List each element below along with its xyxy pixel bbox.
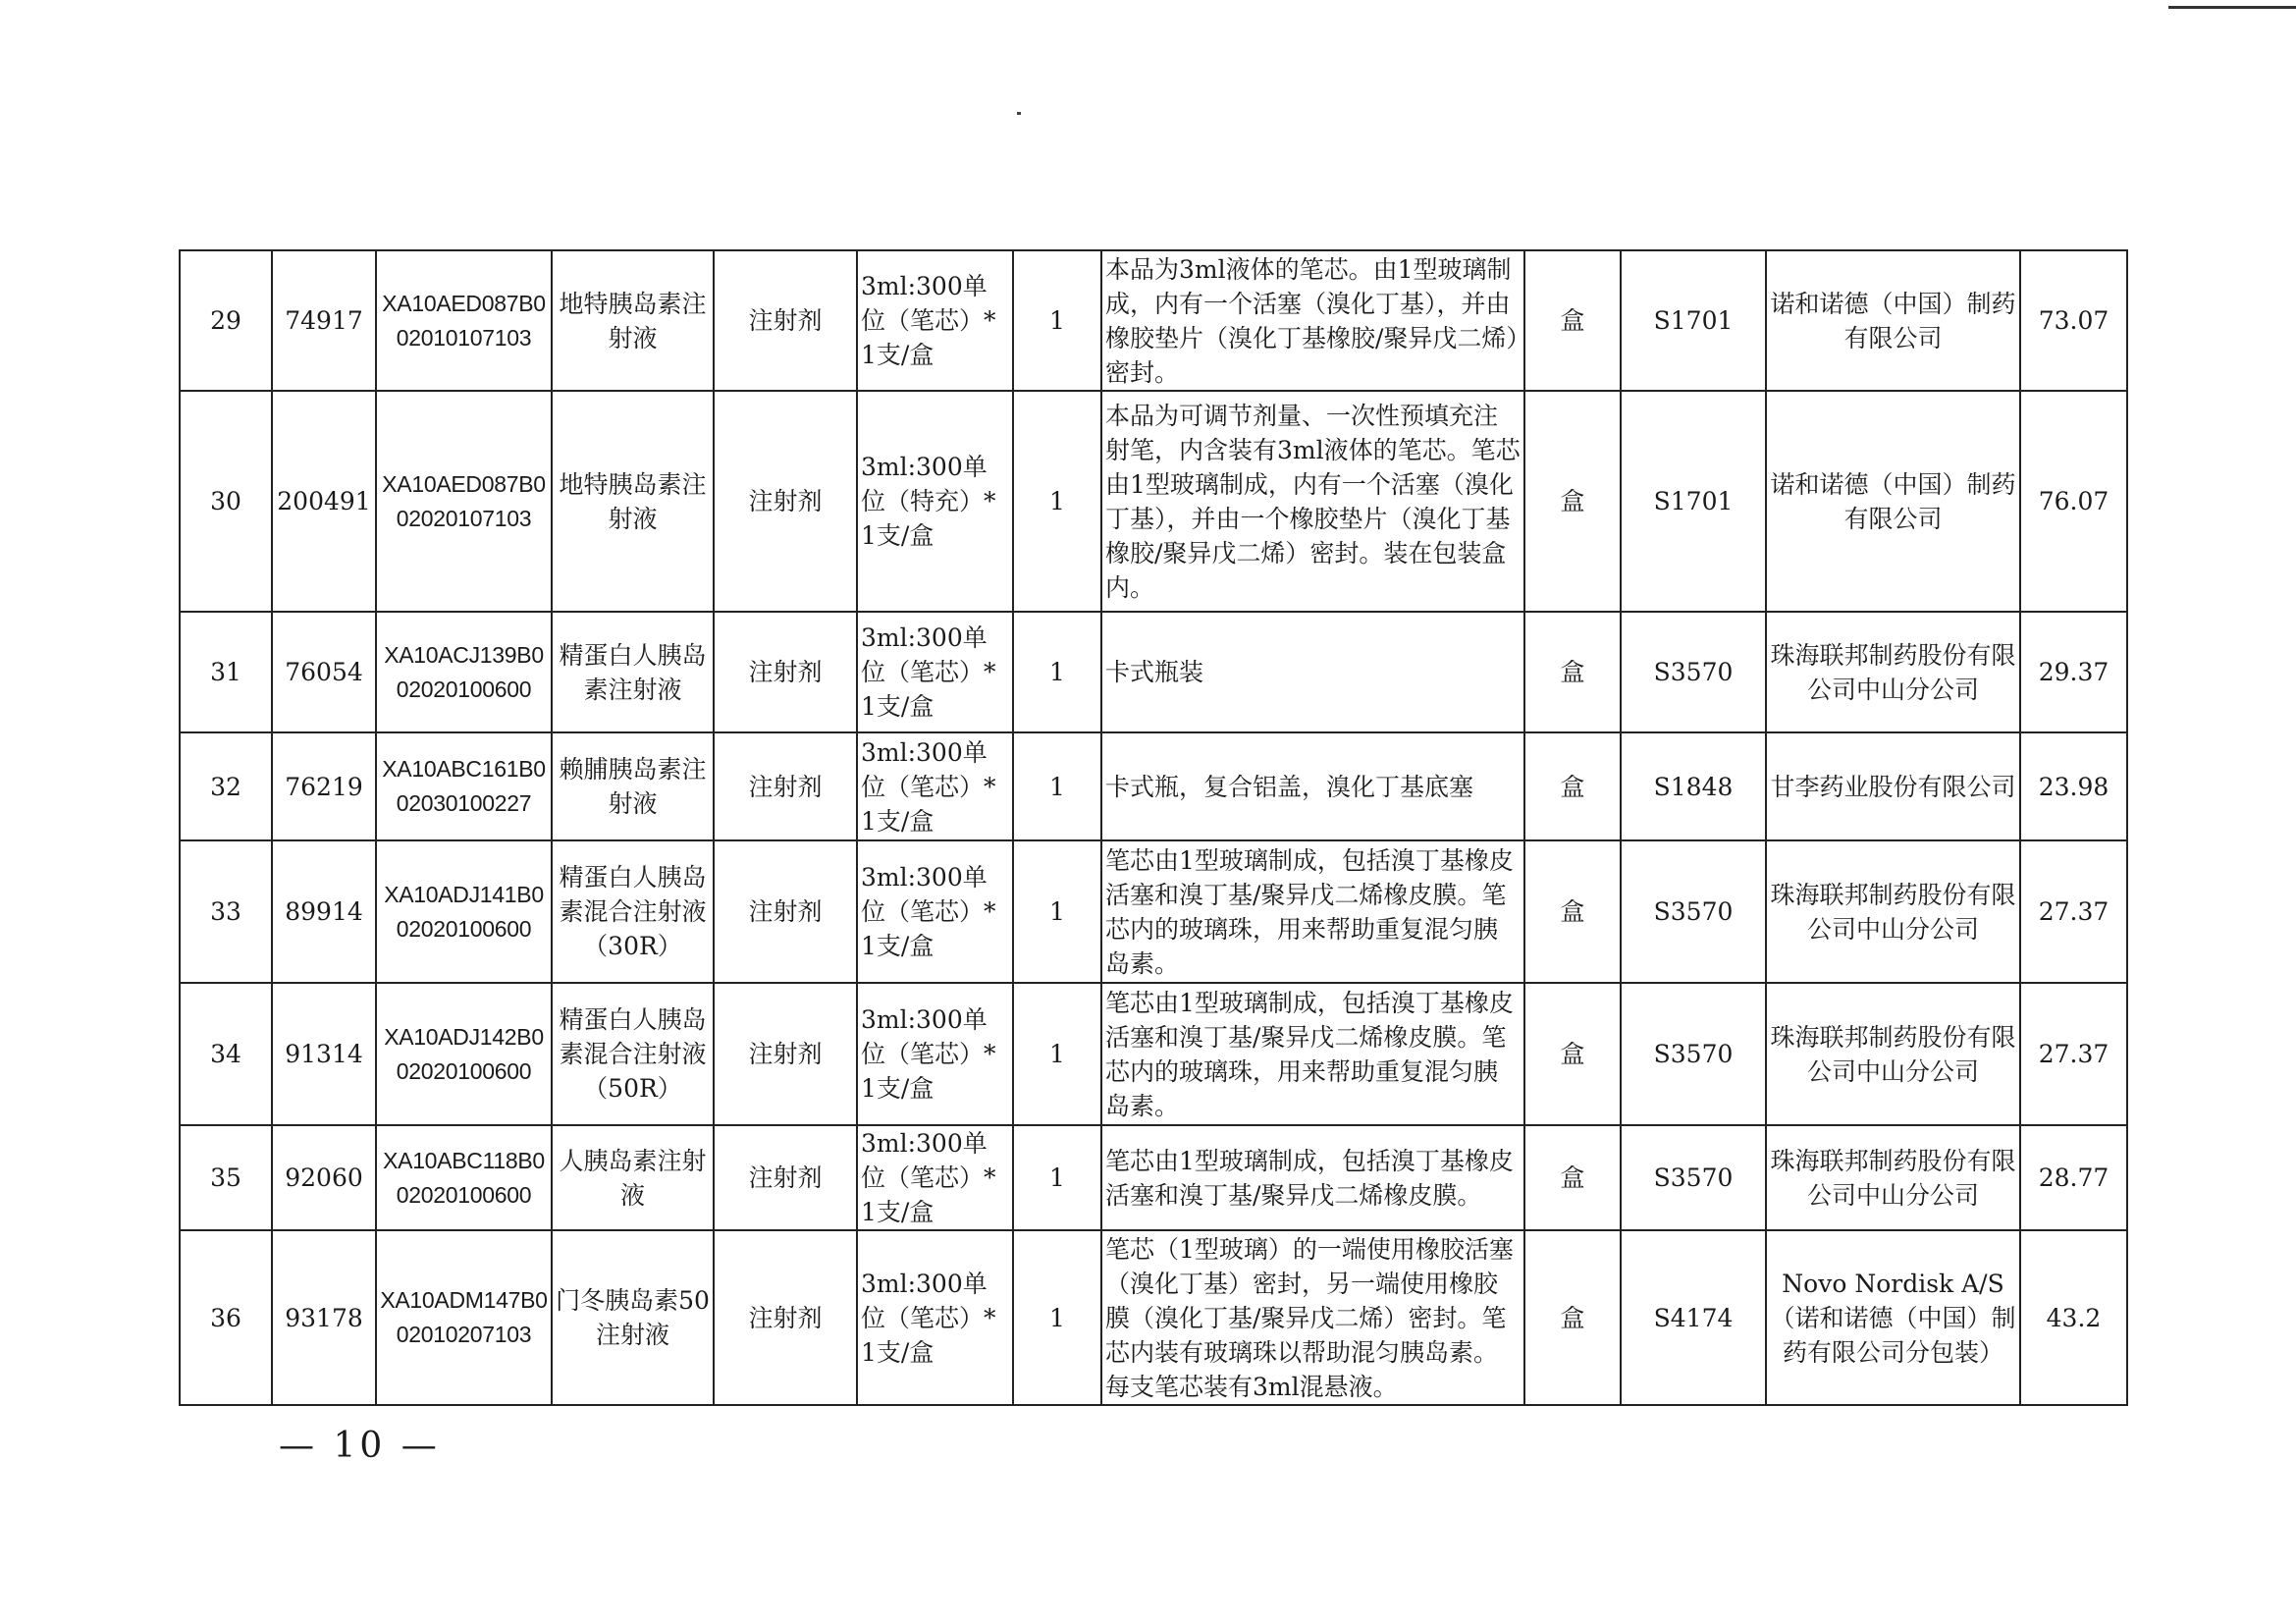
cell-form: 注射剂 <box>714 840 857 983</box>
cell-name: 精蛋白人胰岛素注射液 <box>552 612 714 732</box>
cell-packaging: 笔芯由1型玻璃制成，包括溴丁基橡皮活塞和溴丁基/聚异戊二烯橡皮膜。笔芯内的玻璃珠，用来帮助重复混匀胰岛素。 <box>1101 983 1524 1125</box>
cell-price: 73.07 <box>2020 250 2127 391</box>
cell-company: 诺和诺德（中国）制药有限公司 <box>1766 391 2020 612</box>
cell-unit: 盒 <box>1524 391 1621 612</box>
cell-company: 甘李药业股份有限公司 <box>1766 732 2020 840</box>
cell-spec: 3ml:300单位（笔芯）*1支/盒 <box>857 1230 1013 1405</box>
table-row <box>180 250 2127 391</box>
cell-packaging: 本品为可调节剂量、一次性预填充注射笔，内含装有3ml液体的笔芯。笔芯由1型玻璃制成，内有一个活塞（溴化丁基），并由一个橡胶垫片（溴化丁基橡胶/聚异戊二烯）密封。装在包装盒内。 <box>1101 391 1524 612</box>
cell-approval: S4174 <box>1621 1230 1766 1405</box>
cell-approval: S1848 <box>1621 732 1766 840</box>
cell-id: 92060 <box>272 1125 376 1230</box>
cell-form: 注射剂 <box>714 1125 857 1230</box>
table-row <box>180 612 2127 732</box>
cell-form: 注射剂 <box>714 250 857 391</box>
drug-price-table <box>179 249 2128 1406</box>
cell-ratio: 1 <box>1013 983 1101 1125</box>
cell-unit: 盒 <box>1524 250 1621 391</box>
cell-ratio: 1 <box>1013 612 1101 732</box>
table-row <box>180 732 2127 840</box>
cell-seq: 33 <box>180 840 272 983</box>
cell-price: 76.07 <box>2020 391 2127 612</box>
scan-dot <box>1017 112 1021 115</box>
cell-code: XA10ADM147B002010207103 <box>376 1230 552 1405</box>
cell-spec: 3ml:300单位（笔芯）*1支/盒 <box>857 983 1013 1125</box>
cell-company: 珠海联邦制药股份有限公司中山分公司 <box>1766 612 2020 732</box>
table-row <box>180 983 2127 1125</box>
cell-code: XA10ADJ142B002020100600 <box>376 983 552 1125</box>
cell-id: 76054 <box>272 612 376 732</box>
cell-unit: 盒 <box>1524 1230 1621 1405</box>
cell-name: 地特胰岛素注射液 <box>552 391 714 612</box>
cell-unit: 盒 <box>1524 732 1621 840</box>
cell-form: 注射剂 <box>714 391 857 612</box>
cell-spec: 3ml:300单位（笔芯）*1支/盒 <box>857 1125 1013 1230</box>
cell-code: XA10ABC118B002020100600 <box>376 1125 552 1230</box>
cell-packaging: 卡式瓶装 <box>1101 612 1524 732</box>
cell-seq: 31 <box>180 612 272 732</box>
table-row <box>180 1125 2127 1230</box>
cell-company: 诺和诺德（中国）制药有限公司 <box>1766 250 2020 391</box>
cell-seq: 32 <box>180 732 272 840</box>
cell-price: 27.37 <box>2020 840 2127 983</box>
table-row <box>180 1230 2127 1405</box>
cell-unit: 盒 <box>1524 983 1621 1125</box>
cell-company: 珠海联邦制药股份有限公司中山分公司 <box>1766 840 2020 983</box>
cell-approval: S1701 <box>1621 391 1766 612</box>
cell-spec: 3ml:300单位（笔芯）*1支/盒 <box>857 250 1013 391</box>
cell-form: 注射剂 <box>714 1230 857 1405</box>
table-row <box>180 840 2127 983</box>
cell-packaging: 笔芯由1型玻璃制成，包括溴丁基橡皮活塞和溴丁基/聚异戊二烯橡皮膜。笔芯内的玻璃珠，用来帮助重复混匀胰岛素。 <box>1101 840 1524 983</box>
cell-code: XA10ADJ141B002020100600 <box>376 840 552 983</box>
cell-company: 珠海联邦制药股份有限公司中山分公司 <box>1766 983 2020 1125</box>
cell-form: 注射剂 <box>714 983 857 1125</box>
cell-spec: 3ml:300单位（笔芯）*1支/盒 <box>857 840 1013 983</box>
cell-approval: S3570 <box>1621 612 1766 732</box>
cell-id: 74917 <box>272 250 376 391</box>
scan-edge-line <box>2168 6 2296 9</box>
cell-name: 赖脯胰岛素注射液 <box>552 732 714 840</box>
cell-price: 23.98 <box>2020 732 2127 840</box>
cell-unit: 盒 <box>1524 1125 1621 1230</box>
cell-ratio: 1 <box>1013 250 1101 391</box>
cell-name: 人胰岛素注射液 <box>552 1125 714 1230</box>
cell-seq: 29 <box>180 250 272 391</box>
cell-packaging: 笔芯由1型玻璃制成，包括溴丁基橡皮活塞和溴丁基/聚异戊二烯橡皮膜。 <box>1101 1125 1524 1230</box>
cell-code: XA10AED087B002010107103 <box>376 250 552 391</box>
cell-id: 76219 <box>272 732 376 840</box>
cell-code: XA10ABC161B002030100227 <box>376 732 552 840</box>
table-row <box>180 391 2127 612</box>
page-number: — 10 — <box>279 1426 441 1466</box>
cell-ratio: 1 <box>1013 1230 1101 1405</box>
cell-spec: 3ml:300单位（笔芯）*1支/盒 <box>857 612 1013 732</box>
cell-approval: S1701 <box>1621 250 1766 391</box>
cell-id: 89914 <box>272 840 376 983</box>
cell-seq: 30 <box>180 391 272 612</box>
cell-spec: 3ml:300单位（特充）*1支/盒 <box>857 391 1013 612</box>
cell-id: 93178 <box>272 1230 376 1405</box>
cell-seq: 36 <box>180 1230 272 1405</box>
cell-name: 地特胰岛素注射液 <box>552 250 714 391</box>
cell-code: XA10AED087B002020107103 <box>376 391 552 612</box>
cell-company: 珠海联邦制药股份有限公司中山分公司 <box>1766 1125 2020 1230</box>
cell-id: 200491 <box>272 391 376 612</box>
cell-ratio: 1 <box>1013 1125 1101 1230</box>
cell-form: 注射剂 <box>714 612 857 732</box>
cell-spec: 3ml:300单位（笔芯）*1支/盒 <box>857 732 1013 840</box>
cell-approval: S3570 <box>1621 983 1766 1125</box>
cell-ratio: 1 <box>1013 840 1101 983</box>
cell-price: 43.2 <box>2020 1230 2127 1405</box>
cell-approval: S3570 <box>1621 1125 1766 1230</box>
cell-form: 注射剂 <box>714 732 857 840</box>
cell-price: 29.37 <box>2020 612 2127 732</box>
cell-packaging: 卡式瓶，复合铝盖，溴化丁基底塞 <box>1101 732 1524 840</box>
cell-ratio: 1 <box>1013 732 1101 840</box>
cell-approval: S3570 <box>1621 840 1766 983</box>
cell-ratio: 1 <box>1013 391 1101 612</box>
cell-packaging: 笔芯（1型玻璃）的一端使用橡胶活塞（溴化丁基）密封，另一端使用橡胶膜（溴化丁基/聚异戊二烯）密封。笔芯内装有玻璃珠以帮助混匀胰岛素。每支笔芯装有3ml混悬液。 <box>1101 1230 1524 1405</box>
cell-name: 门冬胰岛素50注射液 <box>552 1230 714 1405</box>
cell-price: 27.37 <box>2020 983 2127 1125</box>
cell-seq: 34 <box>180 983 272 1125</box>
cell-name: 精蛋白人胰岛素混合注射液（50R） <box>552 983 714 1125</box>
cell-price: 28.77 <box>2020 1125 2127 1230</box>
cell-id: 91314 <box>272 983 376 1125</box>
cell-unit: 盒 <box>1524 612 1621 732</box>
cell-code: XA10ACJ139B002020100600 <box>376 612 552 732</box>
cell-seq: 35 <box>180 1125 272 1230</box>
cell-unit: 盒 <box>1524 840 1621 983</box>
cell-company: Novo Nordisk A/S（诺和诺德（中国）制药有限公司分包装） <box>1766 1230 2020 1405</box>
cell-name: 精蛋白人胰岛素混合注射液（30R） <box>552 840 714 983</box>
cell-packaging: 本品为3ml液体的笔芯。由1型玻璃制成，内有一个活塞（溴化丁基），并由橡胶垫片（溴化丁基橡胶/聚异戊二烯）密封。 <box>1101 250 1524 391</box>
